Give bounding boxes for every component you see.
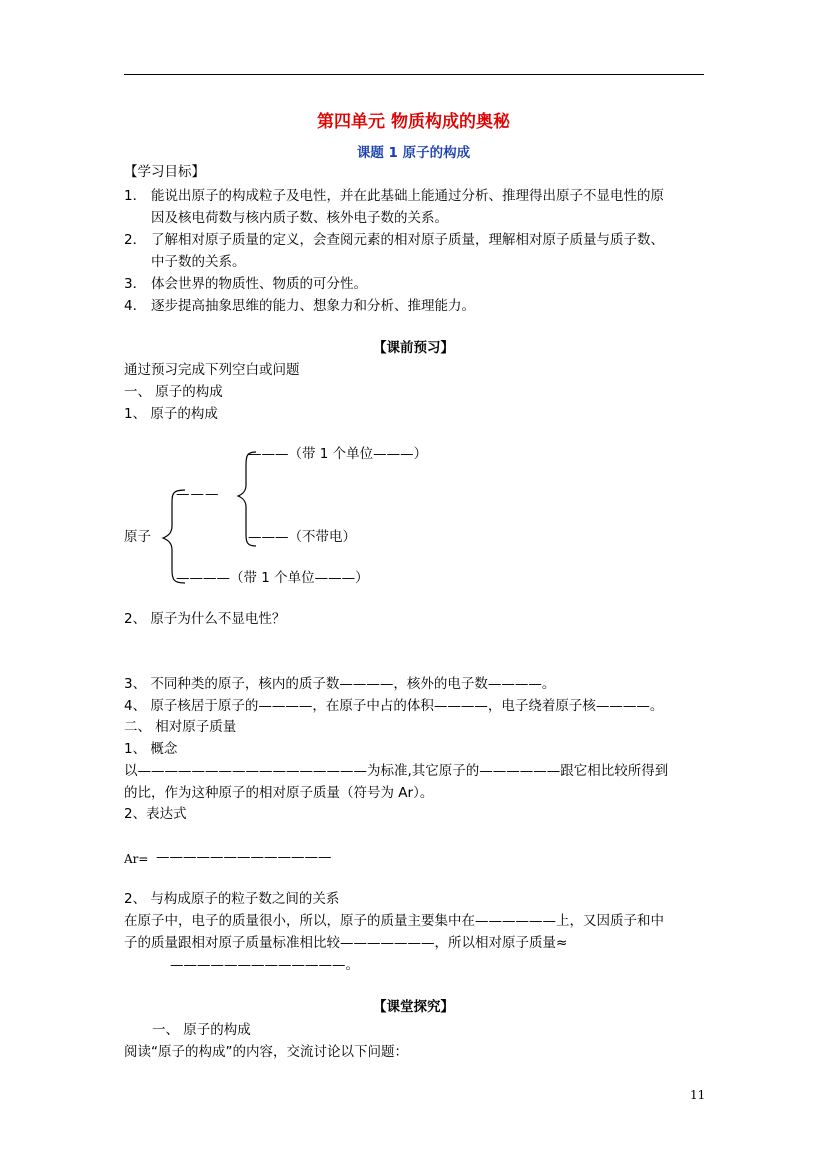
preview-q3: 3、 不同种类的原子，核内的质子数————，核外的电子数————。 [124,676,556,692]
diagram-neutron-line: ———（不带电） [248,529,356,545]
diagram-atom-label: 原子 [124,529,151,545]
goal-2-line-2: 中子数的关系。 [151,254,246,270]
goal-3-number: 3． [124,276,147,292]
diagram-proton-line: ———（带 1 个单位———） [248,446,428,462]
goal-2-line-1: 了解相对原子质量的定义，会查阅元素的相对原子质量，理解相对原子质量与质子数、 [151,232,664,248]
concept-line-1: 以—————————————————为标准,其它原子的——————跟它相比较所得到 [124,763,669,779]
goal-1-number: 1． [124,188,147,204]
relation-line-1: 在原子中，电子的质量很小，所以，原子的质量主要集中在——————上，又因质子和中 [124,913,664,929]
relation-title: 2、 与构成原子的粒子数之间的关系 [124,891,340,907]
relation-line-2: 子的质量跟相对原子质量标准相比较———————，所以相对原子质量≈ [124,935,568,951]
goals-heading: 【学习目标】 [124,164,205,180]
page-number: 11 [690,1088,706,1102]
explore-heading: 【课堂探究】 [373,999,454,1015]
preview-heading: 【课前预习】 [373,340,454,356]
goal-4-number: 4． [124,298,147,314]
preview-q4: 4、 原子核居于原子的————，在原子中占的体积————，电子绕着原子核————。 [124,698,664,714]
diagram-electron-line: ————（带 1 个单位———） [176,570,369,586]
preview-intro: 通过预习完成下列空白或问题 [124,362,300,378]
expression-title: 2、表达式 [124,806,187,822]
goal-3-line-1: 体会世界的物质性、物质的可分性。 [151,276,367,292]
lesson-title: 课题 1 原子的构成 [356,145,471,161]
goal-1-line-2: 因及核电荷数与核内质子数、核外电子数的关系。 [151,210,448,226]
formula-blank: ————————————— [156,849,332,865]
preview-q1-title: 1、 原子的构成 [124,406,218,422]
concept-line-2: 的比，作为这种原子的相对原子质量（符号为 Ar）。 [124,785,434,801]
goal-4-line-1: 逐步提高抽象思维的能力、想象力和分析、推理能力。 [151,298,475,314]
unit-title: 第四单元 物质构成的奥秘 [317,112,510,132]
explore-line-1: 阅读“原子的构成”的内容，交流讨论以下问题： [124,1044,408,1060]
preview-part1-title: 一、 原子的构成 [124,384,223,400]
explore-part1-title: 一、 原子的构成 [152,1022,251,1038]
concept-title: 1、 概念 [124,741,178,757]
preview-part2-title: 二、 相对原子质量 [124,719,237,735]
goal-1-line-1: 能说出原子的构成粒子及电性，并在此基础上能通过分析、推理得出原子不显电性的原 [151,188,664,204]
relation-line-3: —————————————。 [170,957,359,973]
formula-prefix: Ar= [124,852,149,866]
diagram-nucleus-blank: ——— [176,486,220,502]
preview-q2: 2、 原子为什么不显电性？ [124,611,286,627]
goal-2-number: 2． [124,232,147,248]
